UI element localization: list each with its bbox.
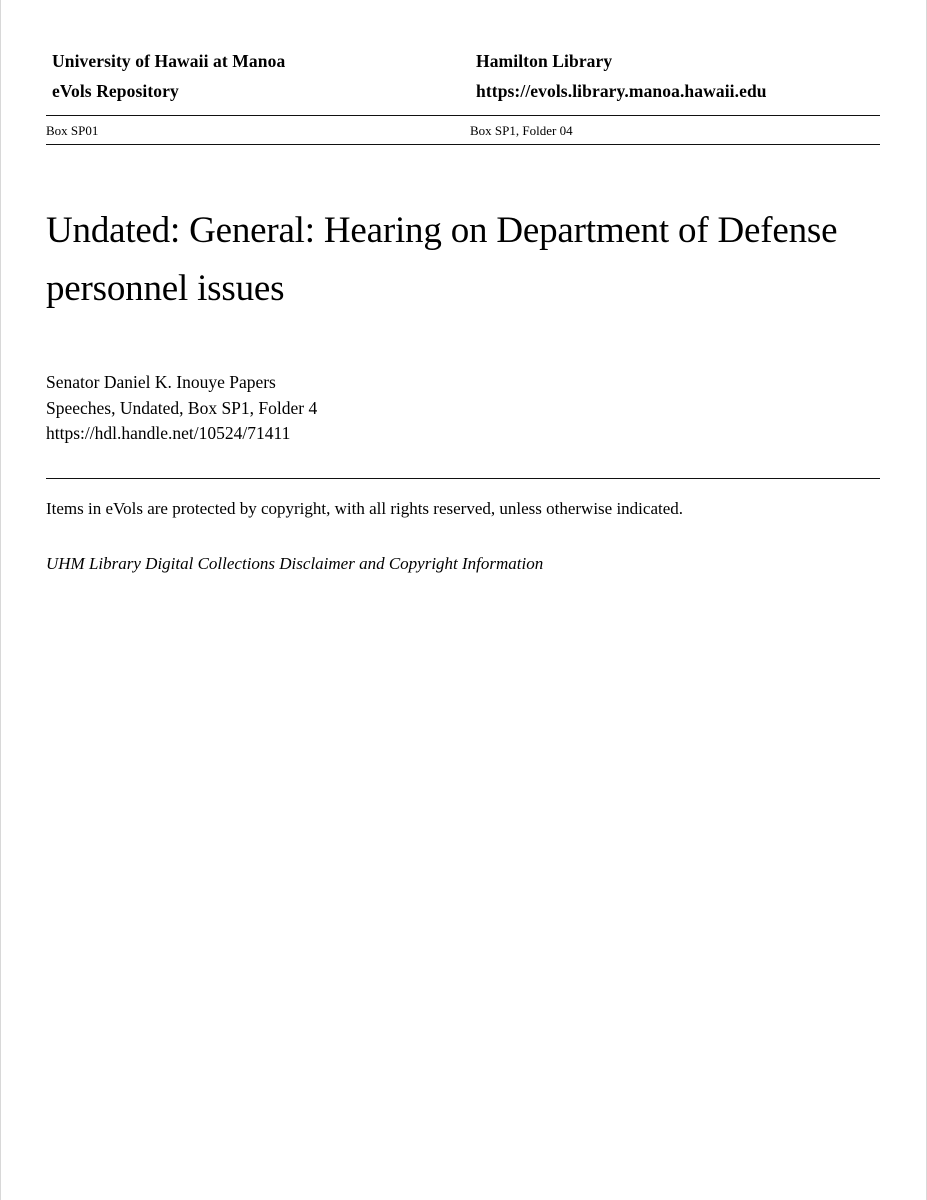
box-metadata-row	[46, 116, 880, 144]
rights-statement: Items in eVols are protected by copyright, with all rights reserved, unless otherwise indicated.	[46, 498, 684, 518]
box-label-left: Box SP01	[46, 123, 99, 138]
repository-url[interactable]: https://evols.library.manoa.hawaii.edu	[476, 81, 767, 101]
collection-name: Senator Daniel K. Inouye Papers	[46, 372, 276, 392]
header-divider-bottom	[46, 144, 880, 145]
citation-divider	[46, 478, 880, 479]
page-title: Undated: General: Hearing on Department of Defense personnel issues	[46, 210, 838, 309]
header-line-secondary	[52, 76, 880, 106]
disclaimer-link[interactable]: UHM Library Digital Collections Disclaimer and Copyright Information	[46, 553, 544, 573]
page-content	[46, 0, 880, 577]
institution-name: University of Hawaii at Manoa	[52, 51, 286, 71]
box-label-right: Box SP1, Folder 04	[470, 123, 573, 138]
library-name: Hamilton Library	[476, 51, 613, 71]
handle-url[interactable]: https://hdl.handle.net/10524/71411	[46, 423, 291, 444]
repository-name: eVols Repository	[52, 81, 179, 101]
document-header	[46, 0, 880, 145]
citation-block	[46, 370, 880, 447]
series-name: Speeches, Undated, Box SP1, Folder 4	[46, 397, 318, 418]
header-line-primary	[52, 46, 880, 76]
